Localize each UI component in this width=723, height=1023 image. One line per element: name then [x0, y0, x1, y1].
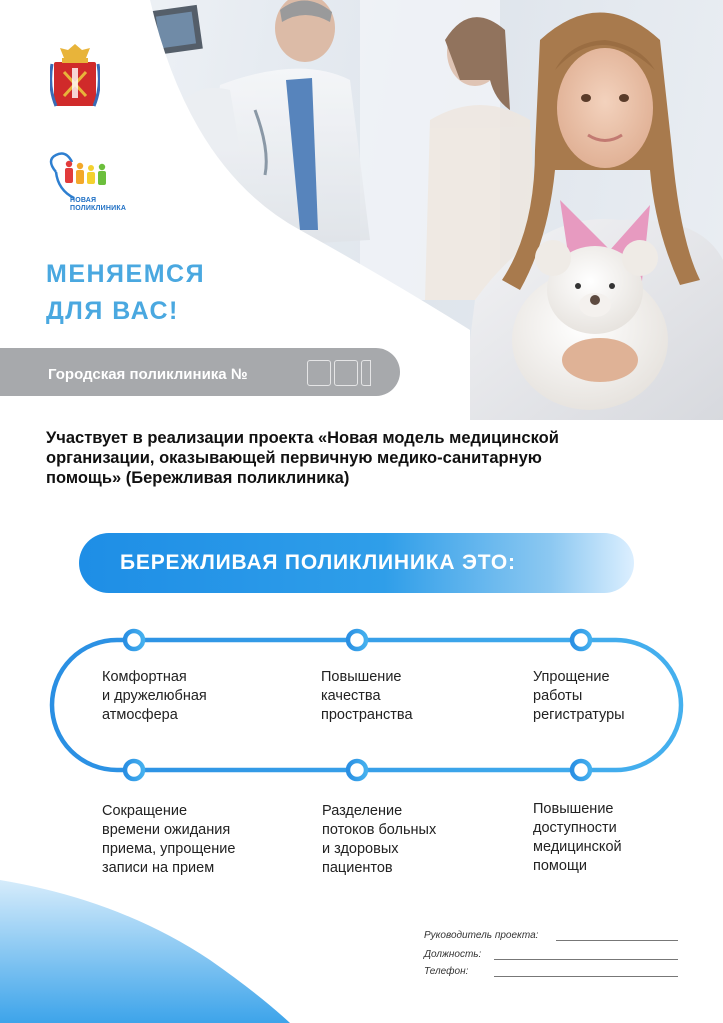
coat-of-arms-icon: [50, 42, 100, 110]
clinic-logo-line-2: ПОЛИКЛИНИКА: [70, 205, 127, 212]
phone-field[interactable]: [494, 976, 678, 977]
benefit-item: [102, 802, 235, 878]
benefit-line: и здоровых: [322, 841, 399, 857]
benefit-line: качества: [321, 688, 381, 704]
benefit-line: приема, упрощение: [102, 841, 236, 857]
benefit-line: и дружелюбная: [102, 688, 207, 704]
clinic-logo-text: [70, 197, 126, 213]
benefit-line: регистратуры: [533, 707, 625, 723]
project-description-line-3: помощь» (Бережливая поликлиника): [46, 469, 350, 487]
benefit-item: [322, 802, 436, 878]
bottom-wave: [0, 880, 290, 1023]
benefit-item: [102, 668, 207, 725]
benefit-line: медицинской: [533, 839, 622, 855]
project-description-line-1: Участвует в реализации проекта «Новая модель медицинской: [46, 429, 559, 447]
benefit-line: времени ожидания: [102, 822, 231, 838]
position-label: Должность:: [424, 949, 482, 960]
clinic-number-box: [334, 360, 358, 386]
manager-label: Руководитель проекта:: [424, 930, 539, 941]
headline-line-1: МЕНЯЕМСЯ: [46, 260, 206, 288]
manager-field[interactable]: [556, 940, 678, 941]
project-description-line-2: организации, оказывающей первичную медико-санитарную: [46, 449, 542, 467]
benefit-line: записи на прием: [102, 860, 215, 876]
benefit-line: Комфортная: [102, 669, 187, 685]
headline-line-2: ДЛЯ ВАС!: [46, 297, 179, 325]
benefit-line: доступности: [533, 820, 617, 836]
benefit-line: Разделение: [322, 803, 403, 819]
benefit-line: работы: [533, 688, 583, 704]
section-title: БЕРЕЖЛИВАЯ ПОЛИКЛИНИКА ЭТО:: [120, 551, 516, 574]
benefit-line: пространства: [321, 707, 413, 723]
clinic-logo-line-1: НОВАЯ: [70, 197, 97, 204]
benefit-line: атмосфера: [102, 707, 178, 723]
benefit-line: Повышение: [321, 669, 402, 685]
benefit-line: Упрощение: [533, 669, 610, 685]
project-description: [46, 428, 686, 488]
phone-label: Телефон:: [424, 966, 469, 977]
benefit-line: потоков больных: [322, 822, 437, 838]
headline: [46, 256, 205, 330]
benefit-item: [321, 668, 413, 725]
benefit-line: Сокращение: [102, 803, 188, 819]
benefit-line: Повышение: [533, 801, 614, 817]
clinic-number-box: [307, 360, 331, 386]
clinic-number-box: [361, 360, 371, 386]
benefit-item: [533, 800, 622, 876]
position-field[interactable]: [494, 959, 678, 960]
benefit-item: [533, 668, 625, 725]
benefit-line: помощи: [533, 858, 587, 874]
benefit-line: пациентов: [322, 860, 393, 876]
clinic-number-label: Городская поликлиника №: [48, 366, 248, 383]
